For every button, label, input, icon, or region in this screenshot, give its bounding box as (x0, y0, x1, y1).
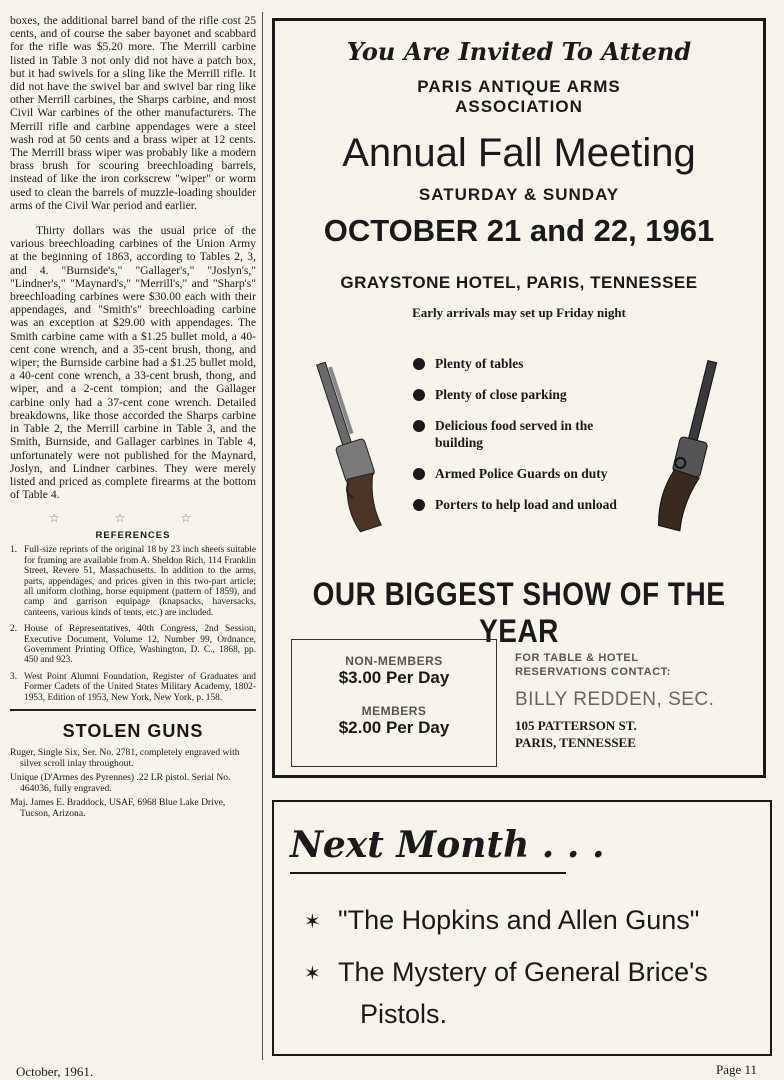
references-heading: REFERENCES (95, 530, 171, 542)
feature-item (413, 465, 623, 482)
revolver-illustration-right (649, 355, 733, 535)
next-month-heading: Next Month . . . (290, 824, 605, 866)
stolen-gun-owner: Maj. James E. Braddock, USAF, 6968 Blue Lake Drive, Tucson, Arizona. (10, 797, 226, 819)
feature-item (413, 386, 623, 403)
reservation-contact (515, 651, 755, 751)
section-rule (10, 709, 256, 711)
meeting-advertisement (272, 18, 766, 778)
early-arrival-note: Early arrivals may set up Friday night (412, 305, 626, 320)
invite-line: You Are Invited To Attend (346, 37, 692, 66)
next-month-box (272, 800, 772, 1056)
article-paragraph: Thirty dollars was the usual price of the various breechloading carbines of the Union Army at the beginning of 1863, according to Tables 2, 3, and 4. "Burnside's," "Gallager's," "Joslyn's," "Lindner's," "Maynard's," "Merrill's," and "Sharp's" breechloading carbines were $30.00 each with their appendages, and "Smith's" breechloading carbine was an exception at $29.00 with appendages. The Smith carbine came with a $1.25 bullet mold, a 40-cent cone wrench, and a 35-cent brush, thong, and wiper; the Burnside carbine had a $1.25 bullet mold, a 40-cent cone wrench, a 33-cent brush, thong, and wiper, and a 2-cent tompion; and the Gallager carbine only had a 37-cent cone wrench. Detailed breakdowns, like those accorded the Sharps carbine in Table 2, the Merrill carbine in Table 3, and the Smith, Burnside, and Gallager carbines in Table 4, unfortunately were not published for the Maynard, Joslyn, and Lindner carbines. They were merely listed and priced as complete firearms at the bottom of Table 4. (10, 224, 256, 502)
member-price: $2.00 Per Day (338, 718, 450, 737)
article-column (10, 14, 256, 824)
meeting-days: SATURDAY & SUNDAY (418, 185, 620, 204)
next-month-item (304, 952, 708, 1034)
bullet-dot-icon (413, 389, 425, 401)
organization-name (275, 77, 763, 117)
reference-item (10, 624, 256, 666)
contact-name: BILLY REDDEN, SEC. (515, 689, 715, 710)
contact-label: RESERVATIONS CONTACT: (515, 666, 672, 678)
bullet-dot-icon (413, 468, 425, 480)
reference-text: House of Representatives, 40th Congress, 2nd Session, Executive Document, Volume 12, Number 99, Ordnance, Government Printing Office, Washington, D. C., 1868, pp. 450 and 923. (24, 624, 256, 666)
column-divider (262, 12, 263, 1060)
reference-item (10, 672, 256, 703)
section-stars: ☆ ☆ ☆ (48, 511, 218, 526)
feature-item (413, 417, 623, 451)
references-list (10, 545, 256, 703)
stolen-gun-item: Ruger, Single Six, Ser. No. 2781, completely engraved with silver scroll inlay throughout. (10, 747, 240, 769)
reference-number: 1. (10, 545, 18, 556)
stolen-guns-list (10, 748, 256, 820)
reference-number: 2. (10, 624, 18, 635)
issue-date: October, 1961. (16, 1064, 94, 1079)
next-month-item (304, 900, 699, 942)
next-month-item-text: "The Hopkins and Allen Guns" (338, 905, 700, 935)
feature-text: Delicious food served in the building (435, 418, 594, 450)
article-paragraph: boxes, the additional barrel band of the rifle cost 25 cents, and of course the saber bayonet and scabbard for the rifle was $5.20 more. The Merrill carbine listed in Table 3 not only did not have a patch box, but it had swivels for a sling like the Merrill rifle. It did not have the swivel bar and swivel bar ring like other Merrill carbines, the Sharps carbine, and most Civil War carbines of the other manufacturers. The Merrill rifle and carbine appendages were a steel wash rod at 50 cents and a brass wiper at 12 cents. The Merrill brass wiper was probably like a modern brass brush for scouring breechloading barrels, instead of like the iron corkscrew "wiper" or worm used to clean the barrels of muzzle-loading shoulder arms of the Civil War period and earlier. (10, 14, 256, 212)
nonmember-price: $3.00 Per Day (338, 668, 450, 687)
member-label: MEMBERS (361, 704, 427, 718)
bullet-dot-icon (413, 420, 425, 432)
feature-item (413, 355, 623, 372)
bullet-dot-icon (413, 499, 425, 511)
contact-address-line: 105 PATTERSON ST. (515, 718, 637, 733)
feature-text: Plenty of tables (435, 356, 524, 371)
star-icon: ✶ (304, 962, 321, 985)
revolver-illustration-left (307, 355, 391, 535)
features-list (413, 355, 623, 527)
reference-text: West Point Alumni Foundation, Register of Graduates and Former Cadets of the United States Military Academy, 1802-1953, Edition of 1953, New York, New York, p. 158. (24, 671, 256, 703)
contact-address-line: PARIS, TENNESSEE (515, 735, 636, 750)
reference-number: 3. (10, 671, 18, 682)
contact-label: FOR TABLE & HOTEL (515, 652, 639, 664)
feature-text: Armed Police Guards on duty (435, 466, 608, 481)
stolen-gun-item: Unique (D'Armes des Pyrennes) .22 LR pistol. Serial No. 464036, fully engraved. (10, 772, 231, 794)
next-month-item-continuation: Pistols. (360, 998, 448, 1029)
organization-line: PARIS ANTIQUE ARMS (417, 77, 621, 96)
reference-item (10, 545, 256, 618)
meeting-title: Annual Fall Meeting (342, 131, 696, 175)
reference-text: Full-size reprints of the original 18 by 23 inch sheets suitable for framing are available from A. Sheldon Rich, 114 Franklin Street, Revere 51, Massachusetts. In addition to the arms, parts, appendages, and prices given in this two-part article; all uniform clothing, horse equipment (pattern of 1859), and camp and garrison equipage (knapsacks, haversacks, canteens, various kinds of tents, etc.) are included. (24, 545, 256, 618)
feature-text: Porters to help load and unload (435, 497, 617, 512)
heading-underline (290, 872, 566, 874)
star-icon: ✶ (304, 910, 321, 933)
meeting-venue: GRAYSTONE HOTEL, PARIS, TENNESSEE (340, 273, 698, 292)
bullet-dot-icon (413, 358, 425, 370)
price-box (291, 639, 497, 767)
nonmember-label: NON-MEMBERS (345, 654, 443, 668)
feature-item (413, 496, 623, 513)
next-month-item-text: The Mystery of General Brice's (338, 957, 708, 987)
page-number: Page 11 (716, 1062, 758, 1077)
contact-address (515, 717, 755, 751)
organization-line: ASSOCIATION (455, 97, 583, 116)
feature-text: Plenty of close parking (435, 387, 567, 402)
biggest-show-banner: OUR BIGGEST SHOW OF THE YEAR (312, 576, 726, 649)
stolen-guns-heading: STOLEN GUNS (62, 721, 204, 741)
meeting-date: OCTOBER 21 and 22, 1961 (323, 213, 715, 248)
